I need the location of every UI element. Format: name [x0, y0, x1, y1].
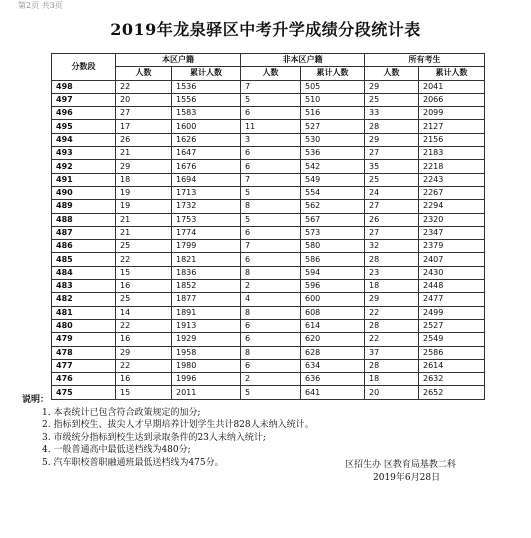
table-row — [52, 293, 485, 306]
table-cell: 2632 — [419, 373, 485, 386]
table-cell: 37 — [365, 346, 419, 359]
signature-date: 2019年6月28日 — [373, 473, 441, 483]
score-cell: 488 — [52, 213, 116, 226]
note-item: 3. 市级统分指标到校生达到录取条件的23人未纳入统计; — [42, 432, 266, 443]
table-cell: 29 — [365, 80, 419, 93]
table-cell: 5 — [241, 213, 301, 226]
table-row — [52, 266, 485, 279]
table-cell: 29 — [116, 160, 172, 173]
table-row — [52, 280, 485, 293]
score-cell: 494 — [52, 133, 116, 146]
table-cell: 22 — [116, 80, 172, 93]
score-cell: 484 — [52, 266, 116, 279]
table-cell: 29 — [365, 133, 419, 146]
table-cell: 20 — [116, 93, 172, 106]
table-cell: 2477 — [419, 293, 485, 306]
table-cell: 32 — [365, 240, 419, 253]
table-cell: 573 — [301, 226, 365, 239]
subheader-cumulative: 累计人数 — [172, 67, 241, 80]
score-cell: 492 — [52, 160, 116, 173]
table-cell: 6 — [241, 333, 301, 346]
score-cell: 498 — [52, 80, 116, 93]
table-cell: 596 — [301, 280, 365, 293]
table-cell: 27 — [365, 147, 419, 160]
table-cell: 25 — [365, 93, 419, 106]
score-cell: 480 — [52, 319, 116, 332]
score-cell: 491 — [52, 173, 116, 186]
table-cell: 22 — [116, 359, 172, 372]
table-cell: 11 — [241, 120, 301, 133]
table-cell: 1713 — [172, 186, 241, 199]
table-cell: 6 — [241, 160, 301, 173]
table-cell: 2652 — [419, 386, 485, 399]
table-cell: 614 — [301, 319, 365, 332]
table-cell: 29 — [365, 293, 419, 306]
score-table — [51, 53, 485, 400]
table-cell: 536 — [301, 147, 365, 160]
table-cell: 608 — [301, 306, 365, 319]
table-cell: 2099 — [419, 107, 485, 120]
table-cell: 16 — [116, 333, 172, 346]
table-cell: 5 — [241, 186, 301, 199]
table-cell: 562 — [301, 200, 365, 213]
table-cell: 21 — [116, 147, 172, 160]
table-cell: 2041 — [419, 80, 485, 93]
table-cell: 26 — [365, 213, 419, 226]
table-cell: 19 — [116, 200, 172, 213]
score-cell: 477 — [52, 359, 116, 372]
table-cell: 2 — [241, 280, 301, 293]
table-cell: 1980 — [172, 359, 241, 372]
table-body — [52, 80, 485, 399]
table-cell: 16 — [116, 280, 172, 293]
table-cell: 14 — [116, 306, 172, 319]
table-cell: 600 — [301, 293, 365, 306]
subheader-count: 人数 — [365, 67, 419, 80]
score-cell: 486 — [52, 240, 116, 253]
table-cell: 2407 — [419, 253, 485, 266]
table-cell: 17 — [116, 120, 172, 133]
table-cell: 1536 — [172, 80, 241, 93]
table-cell: 6 — [241, 253, 301, 266]
table-row — [52, 107, 485, 120]
score-cell: 482 — [52, 293, 116, 306]
table-cell: 1877 — [172, 293, 241, 306]
table-cell: 2127 — [419, 120, 485, 133]
table-cell: 554 — [301, 186, 365, 199]
note-item: 5. 汽车职校普职融通班最低送档线为475分。 — [42, 457, 224, 468]
score-cell: 495 — [52, 120, 116, 133]
group-header-all: 所有考生 — [365, 54, 485, 67]
page-header: 第2页 共3页 — [18, 1, 63, 10]
table-cell: 15 — [116, 266, 172, 279]
table-cell: 24 — [365, 186, 419, 199]
table-cell: 8 — [241, 346, 301, 359]
table-row — [52, 200, 485, 213]
table-row — [52, 319, 485, 332]
table-cell: 22 — [116, 253, 172, 266]
subheader-count: 人数 — [116, 67, 172, 80]
table-cell: 1996 — [172, 373, 241, 386]
table-cell: 567 — [301, 213, 365, 226]
table-cell: 1583 — [172, 107, 241, 120]
table-cell: 1913 — [172, 319, 241, 332]
score-cell: 493 — [52, 147, 116, 160]
note-item: 1. 本表统计已包含符合政策规定的加分; — [42, 407, 201, 418]
table-cell: 6 — [241, 107, 301, 120]
score-cell: 497 — [52, 93, 116, 106]
table-cell: 21 — [116, 213, 172, 226]
table-cell: 18 — [365, 280, 419, 293]
signature-org: 区招生办 区教育局基教二科 — [345, 460, 456, 470]
note-item: 2. 指标到校生、拔尖人才早期培养计划学生共计828人未纳入统计。 — [42, 420, 314, 430]
table-cell: 25 — [116, 240, 172, 253]
table-row — [52, 173, 485, 186]
table-cell: 5 — [241, 386, 301, 399]
table-cell: 8 — [241, 306, 301, 319]
table-cell: 28 — [365, 319, 419, 332]
table-cell: 2243 — [419, 173, 485, 186]
table-cell: 505 — [301, 80, 365, 93]
table-cell: 2499 — [419, 306, 485, 319]
table-cell: 2347 — [419, 226, 485, 239]
table-cell: 25 — [365, 173, 419, 186]
table-cell: 1891 — [172, 306, 241, 319]
score-cell: 475 — [52, 386, 116, 399]
table-row — [52, 373, 485, 386]
notes-section — [22, 394, 512, 469]
table-row — [52, 226, 485, 239]
score-cell: 489 — [52, 200, 116, 213]
table-cell: 15 — [116, 386, 172, 399]
table-cell: 2 — [241, 373, 301, 386]
table-cell: 2614 — [419, 359, 485, 372]
table-row — [52, 359, 485, 372]
table-cell: 6 — [241, 147, 301, 160]
table-cell: 27 — [365, 200, 419, 213]
signature-block — [345, 459, 456, 485]
table-cell: 7 — [241, 240, 301, 253]
table-cell: 29 — [116, 346, 172, 359]
subheader-count: 人数 — [241, 67, 301, 80]
table-cell: 7 — [241, 173, 301, 186]
subheader-cumulative: 累计人数 — [301, 67, 365, 80]
table-cell: 26 — [116, 133, 172, 146]
table-cell: 18 — [365, 373, 419, 386]
table-cell: 527 — [301, 120, 365, 133]
notes-label: 说明： — [22, 395, 50, 405]
table-cell: 510 — [301, 93, 365, 106]
table-cell: 3 — [241, 133, 301, 146]
table-cell: 2066 — [419, 93, 485, 106]
table-cell: 22 — [116, 319, 172, 332]
score-cell: 485 — [52, 253, 116, 266]
table-cell: 33 — [365, 107, 419, 120]
table-cell: 8 — [241, 266, 301, 279]
table-cell: 549 — [301, 173, 365, 186]
score-cell: 481 — [52, 306, 116, 319]
score-cell: 476 — [52, 373, 116, 386]
table-row — [52, 160, 485, 173]
table-row — [52, 147, 485, 160]
table-cell: 7 — [241, 80, 301, 93]
group-header-nonlocal: 非本区户籍 — [241, 54, 365, 67]
table-cell: 25 — [116, 293, 172, 306]
table-cell: 620 — [301, 333, 365, 346]
table-cell: 1799 — [172, 240, 241, 253]
table-row — [52, 346, 485, 359]
score-cell: 479 — [52, 333, 116, 346]
note-item: 4. 一般普通高中最低送档线为480分; — [42, 445, 191, 455]
table-cell: 2218 — [419, 160, 485, 173]
table-cell: 2379 — [419, 240, 485, 253]
table-cell: 628 — [301, 346, 365, 359]
table-cell: 1676 — [172, 160, 241, 173]
score-cell: 496 — [52, 107, 116, 120]
table-row — [52, 93, 485, 106]
table-cell: 1929 — [172, 333, 241, 346]
table-row — [52, 253, 485, 266]
table-cell: 23 — [365, 266, 419, 279]
group-header-local: 本区户籍 — [116, 54, 241, 67]
table-row — [52, 186, 485, 199]
table-cell: 634 — [301, 359, 365, 372]
table-cell: 1694 — [172, 173, 241, 186]
table-cell: 2527 — [419, 319, 485, 332]
table-cell: 1600 — [172, 120, 241, 133]
table-cell: 20 — [365, 386, 419, 399]
table-cell: 28 — [365, 253, 419, 266]
table-cell: 1774 — [172, 226, 241, 239]
table-row — [52, 133, 485, 146]
table-row — [52, 240, 485, 253]
table-cell: 4 — [241, 293, 301, 306]
table-row — [52, 333, 485, 346]
table-cell: 2448 — [419, 280, 485, 293]
score-column-header: 分数段 — [52, 54, 116, 81]
table-cell: 27 — [365, 226, 419, 239]
table-cell: 1626 — [172, 133, 241, 146]
subheader-cumulative: 累计人数 — [419, 67, 485, 80]
table-cell: 28 — [365, 359, 419, 372]
table-cell: 22 — [365, 306, 419, 319]
table-cell: 530 — [301, 133, 365, 146]
table-cell: 22 — [365, 333, 419, 346]
table-cell: 2320 — [419, 213, 485, 226]
table-cell: 1647 — [172, 147, 241, 160]
table-cell: 1732 — [172, 200, 241, 213]
table-cell: 2294 — [419, 200, 485, 213]
page-title: 2019年龙泉驿区中考升学成绩分段统计表 — [110, 20, 421, 39]
table-cell: 6 — [241, 359, 301, 372]
score-cell: 487 — [52, 226, 116, 239]
table-cell: 2011 — [172, 386, 241, 399]
table-cell: 542 — [301, 160, 365, 173]
table-cell: 1836 — [172, 266, 241, 279]
table-cell: 35 — [365, 160, 419, 173]
table-cell: 21 — [116, 226, 172, 239]
table-cell: 586 — [301, 253, 365, 266]
table-cell: 2156 — [419, 133, 485, 146]
table-cell: 641 — [301, 386, 365, 399]
score-cell: 478 — [52, 346, 116, 359]
table-cell: 580 — [301, 240, 365, 253]
table-cell: 2183 — [419, 147, 485, 160]
table-row — [52, 120, 485, 133]
table-cell: 1821 — [172, 253, 241, 266]
table-cell: 2430 — [419, 266, 485, 279]
table-cell: 6 — [241, 226, 301, 239]
table-cell: 2267 — [419, 186, 485, 199]
table-cell: 5 — [241, 93, 301, 106]
table-cell: 1556 — [172, 93, 241, 106]
table-cell: 16 — [116, 373, 172, 386]
table-cell: 8 — [241, 200, 301, 213]
table-cell: 636 — [301, 373, 365, 386]
table-cell: 516 — [301, 107, 365, 120]
table-cell: 2549 — [419, 333, 485, 346]
table-cell: 27 — [116, 107, 172, 120]
table-row — [52, 306, 485, 319]
table-cell: 1958 — [172, 346, 241, 359]
table-row — [52, 80, 485, 93]
table-cell: 19 — [116, 186, 172, 199]
table-cell: 6 — [241, 319, 301, 332]
score-cell: 483 — [52, 280, 116, 293]
score-cell: 490 — [52, 186, 116, 199]
table-cell: 594 — [301, 266, 365, 279]
table-cell: 2586 — [419, 346, 485, 359]
table-cell: 1852 — [172, 280, 241, 293]
table-cell: 18 — [116, 173, 172, 186]
table-cell: 1753 — [172, 213, 241, 226]
table-cell: 28 — [365, 120, 419, 133]
table-row — [52, 213, 485, 226]
